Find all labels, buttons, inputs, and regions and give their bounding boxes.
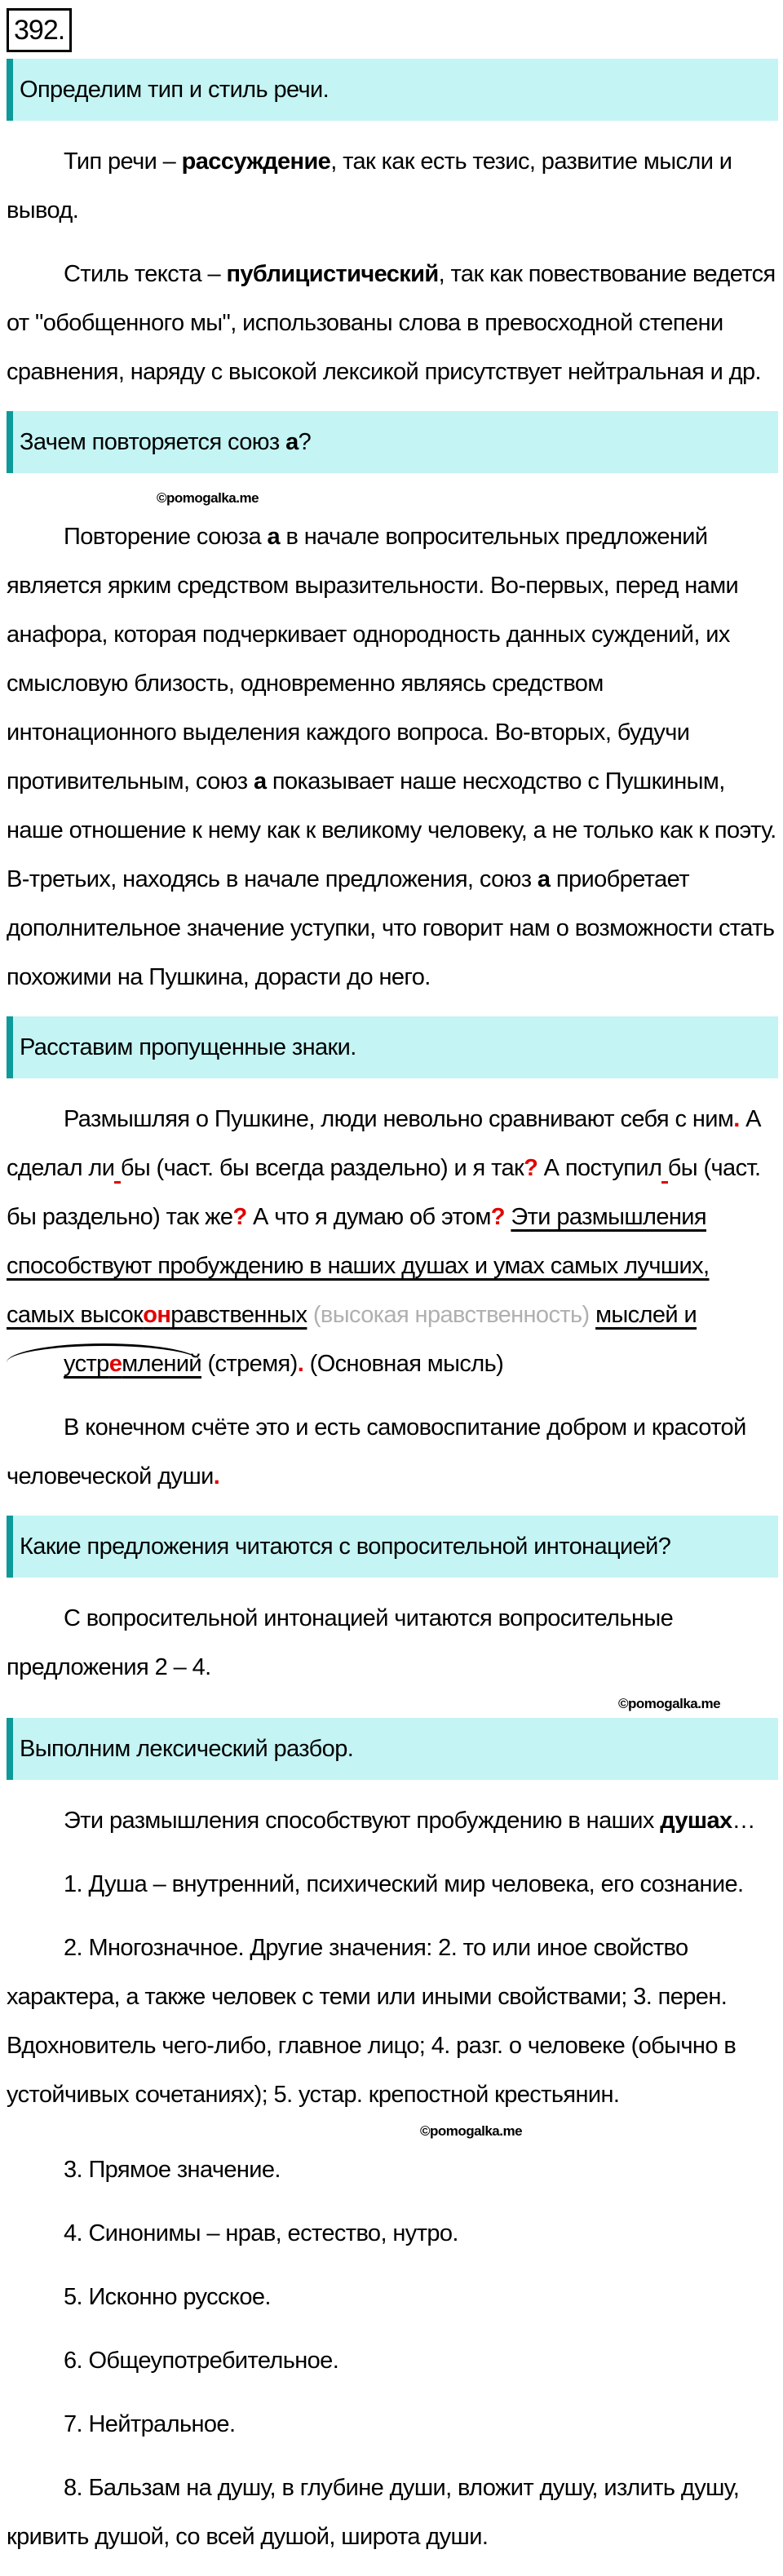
list-item: 8. Бальзам на душу, в глубине души, вложит душу, излить душу, кривить душой, со всей душой, широта души.	[7, 2475, 740, 2550]
bold-text: а	[537, 866, 551, 892]
bold-text: душах	[660, 1808, 732, 1834]
space-mark	[661, 1155, 667, 1184]
text: (стремя)	[207, 1351, 298, 1377]
list-item: 7. Нейтральное.	[64, 2411, 236, 2437]
underlined-text: мыслей и	[595, 1302, 697, 1328]
list-item: 4. Синонимы – нрав, естество, нутро.	[64, 2220, 458, 2246]
punctuation-mark: ?	[490, 1204, 505, 1230]
list-item: 2. Многозначное. Другие значения: 2. то или иное свойство характера, а также человек с теми или иными свойствами; 3. перен. Вдохновитель чего-либо, главное лицо; 4. разг. о человеке (обычно в устойчивых сочетаниях); 5. устар. крепостной крестьянин.	[7, 1935, 737, 2108]
paragraph	[7, 1403, 778, 1501]
text: показывает наше несходство с Пушкиным, наше отношение к нему как к великому человеку, а не только как к поэту. В-третьих, находясь в начале предложения, союз	[7, 768, 776, 892]
text: млений	[122, 1351, 202, 1377]
text: Эти размышления способствуют пробуждению в наших душах и умах самых лучших, самых высок	[7, 1204, 710, 1328]
text: В конечном счёте это и есть самовоспитание добром и красотой человеческой души	[7, 1414, 746, 1489]
section-header: Расставим пропущенные знаки.	[7, 1016, 778, 1078]
bold-text: а	[253, 768, 267, 794]
content	[7, 59, 778, 2561]
list-item: 6. Общеупотребительное.	[64, 2348, 339, 2374]
punctuation-mark: ?	[232, 1204, 247, 1230]
text: Повторение союза	[64, 524, 268, 550]
paragraph	[7, 512, 778, 1002]
bold-text: а	[267, 524, 281, 550]
text: (Основная мысль)	[309, 1351, 504, 1377]
text: А что я думаю об этом	[246, 1204, 491, 1230]
text: Стиль текста –	[64, 261, 227, 287]
text: , так как повествование ведется от "обобщенного мы", использованы слова в превосходной степени сравнения, наряду с высокой лексикой присутствует нейтральная и др.	[7, 261, 776, 385]
text: Размышляя о Пушкине, люди невольно сравнивают себя с ним	[64, 1106, 734, 1132]
text: А поступил	[537, 1155, 662, 1181]
exercise-number: 392.	[7, 8, 72, 52]
text: бы (част. бы раздельно) так же	[7, 1155, 761, 1230]
text: устр	[64, 1351, 109, 1377]
text: …	[732, 1808, 755, 1834]
text: равственных	[170, 1302, 307, 1328]
root-arc-word	[7, 1343, 201, 1382]
paragraph	[7, 1095, 778, 1388]
bold-text: а	[285, 429, 299, 455]
text: Тип речи –	[64, 148, 182, 175]
watermark: ©pomogalka.me	[420, 2123, 523, 2139]
watermark: ©pomogalka.me	[157, 490, 259, 506]
list-item: 3. Прямое значение.	[64, 2157, 281, 2183]
text: Зачем повторяется союз	[20, 429, 286, 455]
note-text: (высокая нравственность)	[312, 1302, 590, 1328]
highlighted-letter: е	[108, 1351, 122, 1377]
paragraph	[7, 1796, 778, 1845]
list-item: 1. Душа – внутренний, психический мир человека, его сознание.	[64, 1871, 744, 1897]
section-header	[7, 411, 778, 473]
bold-text: рассуждение	[181, 148, 331, 175]
punctuation-mark: .	[213, 1463, 220, 1489]
text: в начале вопросительных предложений является ярким средством выразительности. Во-первых, перед нами анафора, которая подчеркивает однородность данных суждений, их смысловую близость, одновременно являясь средством интонационного выделения каждого вопроса. Во-вторых, будучи противительным, союз	[7, 524, 739, 794]
paragraph	[7, 250, 778, 396]
space-mark	[114, 1155, 120, 1184]
watermark: ©pomogalka.me	[618, 1696, 721, 1711]
list-item: 5. Исконно русское.	[64, 2284, 271, 2310]
section-header: Какие предложения читаются с вопросительной интонацией?	[7, 1516, 778, 1578]
text: приобретает дополнительное значение уступки, что говорит нам о возможности стать похожими на Пушкина, дорасти до него.	[7, 866, 775, 990]
bold-text: публицистический	[226, 261, 439, 287]
punctuation-mark: .	[297, 1351, 304, 1377]
text: Эти размышления способствуют пробуждению в наших	[64, 1808, 661, 1834]
text: ?	[298, 429, 312, 455]
punctuation-mark: ?	[524, 1155, 538, 1181]
section-header: Определим тип и стиль речи.	[7, 59, 778, 121]
text: А сделал ли	[7, 1106, 761, 1181]
paragraph	[7, 137, 778, 235]
text: , так как есть тезис, развитие мысли и вывод.	[7, 148, 732, 224]
highlighted-letters: он	[143, 1302, 171, 1328]
section-header: Выполним лексический разбор.	[7, 1718, 778, 1780]
text: бы (част. бы всегда раздельно) и я так	[120, 1155, 524, 1181]
punctuation-mark: .	[733, 1106, 740, 1132]
paragraph: С вопросительной интонацией читаются вопросительные предложения 2 – 4.	[7, 1605, 674, 1680]
